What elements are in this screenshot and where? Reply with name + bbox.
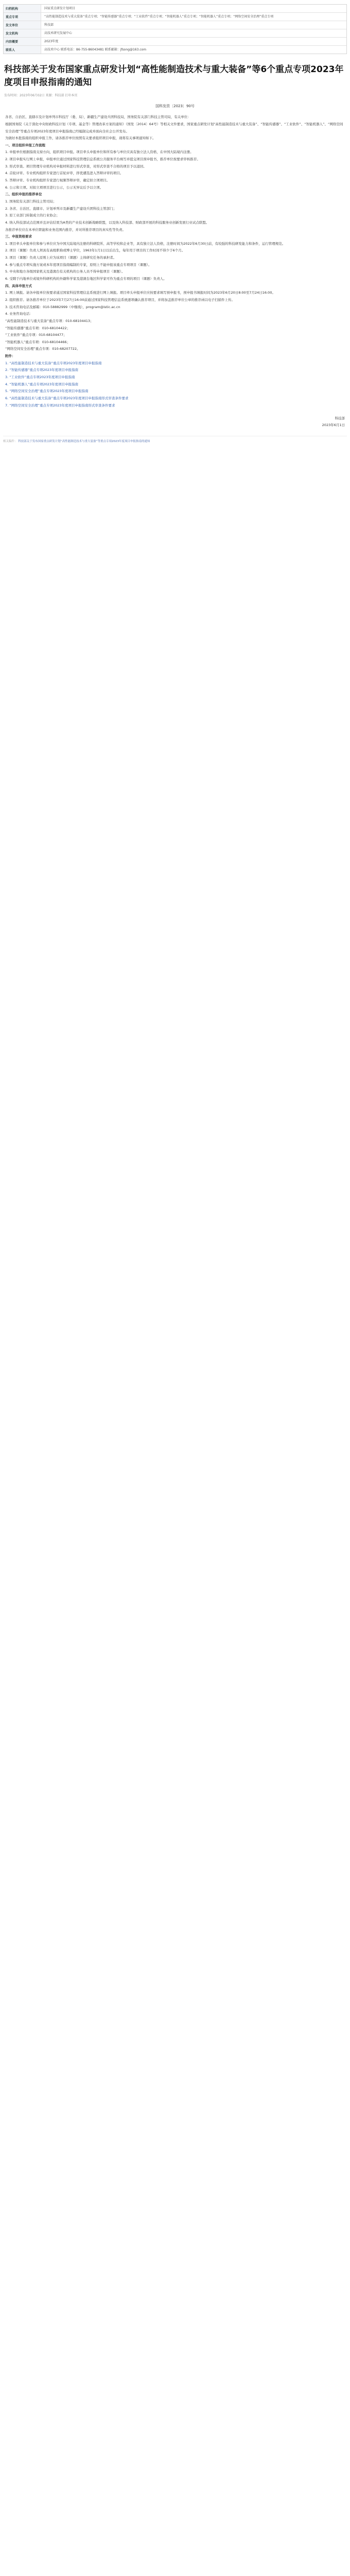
section-heading: 二、组织申报的推荐单位 (5, 192, 42, 197)
meta-value: “高性能制造技术与重大装备”重点专项；“智能传感器”重点专项；“工业软件”重点专项；“智能机器人”重点专项；“智能机器人”重点专项；“网络空间安全治理”重点专项 (44, 15, 274, 19)
section-paragraph: 6. 公示和立项。对拟立项项目进行公示，公示无异议后予以立项。 (5, 185, 103, 190)
signature-date: 2023年6月1日 (322, 423, 345, 428)
section-paragraph: 4. 纳入科技部试点范围并且评估结果为A类的产业技术创新战略联盟，以及纳入科技部、财政部开展的科技服务业创新发展行业试点联盟。 (5, 220, 209, 225)
meta-value: 2023年度 (44, 40, 59, 43)
meta-row (4, 46, 346, 54)
section-paragraph: 4. 首轮评审。专业机构组织专家进行首轮评审，择优遴选进入答辩评审的项目。 (5, 171, 124, 176)
page-title: 科技部关于发布国家重点研发计划“高性能制造技术与重大装备”等6个重点专项2023年度项目申报指南的通知 (4, 64, 344, 88)
section-paragraph: 1. 网上填报。请各申报单位按要求通过国家科技管理信息系统进行网上填报。项目牵头申报单位应按要求填写预申报书，预申报书填报时间为2023年6月20日8:00至7月24日16:00。 (5, 291, 275, 295)
meta-value: 高技术研究发展中心 (44, 31, 73, 35)
meta-value: 高技术中心 联系电话：86-755-86043481 联系邮箱：jfsong@163.com (44, 48, 147, 52)
meta-key: 重点专项 (4, 13, 41, 21)
metadata-table (3, 4, 347, 54)
section-paragraph: “高性能制造技术与重大装备”重点专项：010-68104413； (5, 318, 94, 323)
meta-key: 发文机构 (4, 29, 41, 37)
section-paragraph: 3. 项目（课题）负责人原则上应为该项目（课题）主体研究任务的承担者。 (5, 256, 117, 260)
related-articles (3, 436, 347, 445)
section-heading: 三、申报资格要求 (5, 234, 32, 239)
attachment-link[interactable]: 7. “网络空间安全治理”重点专项2023年度项目申报指南形式审查条件要求 (5, 403, 115, 408)
meta-value: 国家重点研发计划项目 (44, 7, 76, 10)
section-paragraph: 各推荐单位应在本单位职能和业务范围内推荐，并对所推荐项目的真实性等负责。 (5, 227, 126, 232)
attachment-link[interactable]: 6. “高性能制造技术与重大装备”重点专项2023年度项目申报指南形式审查条件要求 (5, 396, 129, 400)
signature (0, 415, 345, 429)
section-paragraph: 5. 中央和地方各级国家机关及港澳台有关机构的公务人员不得申报项目（课题）。 (5, 269, 125, 274)
section-paragraph: 2. 组织推荐。请各推荐单位于2023年7月27日16:00前通过国家科技管理信息系统逐项确认推荐项目，并将加盖推荐单位公章的推荐函以电子扫描件上传。 (5, 297, 235, 302)
meta-row (4, 29, 346, 38)
article-body (5, 114, 345, 409)
section-paragraph: 4. 参与重点专项实施方案或本年度项目指南编制的专家，原则上不能申报该重点专项项目（课题）。 (5, 262, 152, 267)
section-paragraph: 6. 受聘于内地单位或境外科研机构的外籍科学家及港澳台地区科学家可作为重点专项的项目（课题）负责人。 (5, 277, 167, 281)
meta-value: 科技部 (44, 23, 54, 27)
section-heading: 一、项目组织申报工作流程 (5, 143, 45, 147)
intro-paragraph: 为做好本批指南的组织申报工作，请各推荐单位按照有关要求组织项目申报，现将有关事项通知如下。 (5, 136, 156, 141)
intro-paragraph: 根据国务院《关于深化中央财政科技计划（专项、基金等）管理改革方案的通知》（国发〔2014〕64号）等相关文件要求，国家重点研发计划“高性能制造技术与重大装备”、“智能传感器”、“工业软件”、“智能机器人”、“网络空间安全治理”等重点专项2023年度项目申报指南已经编制完成并面向全社会公开发布。 (5, 122, 343, 133)
section-heading: 四、具体申报方式 (5, 283, 32, 288)
section-paragraph: 2. 项目申报实行网上申报，申报单位通过国家科技管理信息系统公共服务平台填写并提交项目预申报书，推荐单位按要求审核推荐。 (5, 157, 200, 162)
document-number: 国科发资〔2023〕90号 (155, 104, 195, 109)
page (0, 0, 350, 450)
section-paragraph: “智能机器人”重点专项：010-68104466； (5, 340, 71, 344)
section-paragraph: 1. 申报单位根据指南支持方向，组织项目申报。项目牵头申报单位和所有参与单位应具有独立法人资格，在中国大陆境内注册。 (5, 150, 194, 155)
meta-row (4, 38, 346, 46)
section-paragraph: 4. 业务咨询电话： (5, 312, 33, 316)
meta-row (4, 5, 346, 13)
related-prefix: 相关稿件： (3, 440, 18, 444)
signature-org: 科技部 (335, 416, 345, 421)
attachment-link[interactable]: 3. “工业软件”重点专项2023年度项目申报指南 (5, 375, 75, 379)
section-paragraph: 2. 各省、自治区、直辖市、计划单列市及新疆生产建设兵团科技主管部门； (5, 206, 117, 211)
attachment-link[interactable]: 2. “智能传感器”重点专项2023年度项目申报指南 (5, 368, 79, 372)
section-paragraph: 2. 项目（课题）负责人须具有高级职称或博士学位，1963年1月1日以后出生，每年用于项目的工作时间不得少于6个月。 (5, 248, 185, 253)
section-paragraph: 3. 形式审查。项目管理专业机构对申报材料进行形式审查，对形式审查不合格的项目予以退回。 (5, 164, 147, 168)
section-paragraph: 3. 原工业部门转制成立的行业协会； (5, 213, 60, 218)
section-paragraph: 1. 国务院有关部门科技主管司局； (5, 199, 57, 204)
section-paragraph: 1. 项目牵头申报单位和参与单位应为中国大陆境内注册的科研院所、高等学校和企业等，具有独立法人资格，注册时间为2022年6月30日前，有较强的科技研发能力和条件，运行管理规范。 (5, 241, 286, 246)
related-link[interactable]: 科技部关于发布国家重点研发计划“高性能制造技术与重大装备”等重点专项2023年度项目申报指南的通知 (18, 440, 150, 444)
section-paragraph: 5. 答辩评审。专业机构组织专家进行视频答辩评审，确定拟立项项目。 (5, 178, 110, 183)
meta-key: 联系人 (4, 46, 41, 54)
meta-row (4, 21, 346, 29)
attachment-link[interactable]: 4. “智能机器人”重点专项2023年度项目申报指南 (5, 382, 79, 386)
section-paragraph: “网络空间安全治理”重点专项：010-68207722。 (5, 347, 80, 351)
meta-key: 发文单位 (4, 21, 41, 29)
meta-key: 归档机构 (4, 5, 41, 12)
meta-key: 内容概要 (4, 38, 41, 45)
meta-row (4, 13, 346, 21)
section-paragraph: “智能传感器”重点专项：010-68104422； (5, 326, 71, 330)
publish-info: 发布时间：2023年06月02日 来源：科技部 打印本页 (4, 94, 78, 98)
section-paragraph: 3. 技术咨询电话及邮箱：010-58882999（中继线），program@istic.ac.cn (5, 304, 120, 309)
intro-paragraph: 各省、自治区、直辖市及计划单列市科技厅（委、局），新疆生产建设兵团科技局，国务院有关部门科技主管司局，有关单位： (5, 115, 191, 120)
attachment-link[interactable]: 1. “高性能制造技术与重大装备”重点专项2023年度项目申报指南 (5, 361, 102, 365)
section-paragraph: “工业软件”重点专项：010-68104477； (5, 333, 67, 337)
attachments-heading: 附件： (5, 354, 15, 359)
attachment-link[interactable]: 5. “网络空间安全治理”重点专项2023年度项目申报指南 (5, 389, 89, 394)
